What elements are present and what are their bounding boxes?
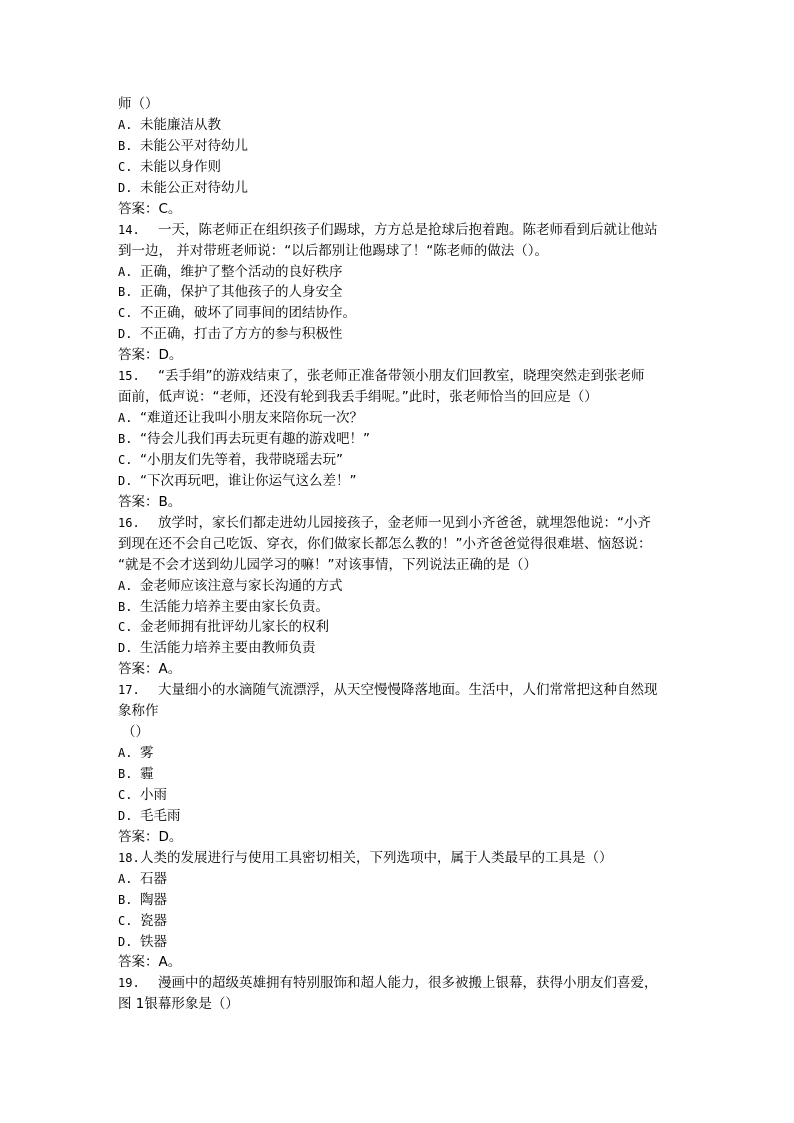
option-key: D.	[118, 641, 133, 656]
option-key: C.	[118, 452, 133, 467]
question-16-stem	[118, 513, 678, 534]
q16-option-a	[118, 576, 678, 597]
option-text: 未能公平对待幼儿	[140, 137, 248, 154]
q14-option-a	[118, 262, 678, 283]
q17-option-c	[118, 785, 678, 806]
q17-option-d	[118, 806, 678, 827]
option-text: 霾	[140, 766, 154, 782]
option-text: 生活能力培养主要由教师负责	[140, 640, 316, 657]
q18-option-b	[118, 890, 678, 911]
document-page	[118, 94, 678, 1015]
option-key: C.	[118, 159, 133, 174]
option-key: D.	[118, 180, 133, 195]
q15-option-c	[118, 450, 678, 471]
option-key: D.	[118, 473, 133, 488]
option-text: “下次再玩吧，谁让你运气这么差！”	[140, 472, 357, 489]
option-text: 小雨	[140, 786, 167, 803]
q16-option-c	[118, 617, 678, 638]
question-19-stem-cont: 图 1银幕形象是（）	[118, 996, 239, 1013]
option-text: 生活能力培养主要由家长负责。	[140, 598, 329, 615]
q13-option-b	[118, 136, 678, 157]
question-text: 人类的发展进行与使用工具密切相关，下列选项中，属于人类最早的工具是（）	[140, 849, 613, 866]
question-14-stem	[118, 220, 678, 241]
option-key: C.	[118, 787, 133, 802]
option-text: 不正确，破坏了同事间的团结协作。	[140, 305, 356, 322]
option-text: 未能以身作则	[140, 158, 221, 175]
question-13-stem-tail	[118, 94, 678, 115]
option-text: 未能公正对待幼儿	[140, 179, 248, 196]
option-text: “小朋友们先等着，我带晓瑶去玩”	[140, 451, 343, 468]
q17-answer: 答案：D。	[118, 828, 183, 845]
question-19-stem	[118, 973, 678, 994]
option-key: B.	[118, 432, 133, 446]
question-14-stem-cont: 到一边， 并对带班老师说：“以后都别让他踢球了！“陈老师的做法（）。	[118, 242, 549, 259]
option-text: 瓷器	[140, 912, 167, 929]
option-text: 石器	[140, 870, 167, 887]
option-text: “待会儿我们再去玩更有趣的游戏吧！”	[140, 431, 370, 447]
option-text: 金老师拥有批评幼儿家长的权利	[140, 619, 329, 636]
option-key: C.	[118, 620, 133, 635]
option-key: D.	[118, 808, 133, 823]
option-text: 未能廉洁从教	[140, 116, 221, 133]
question-17-stem-cont: 象称作	[118, 703, 159, 720]
question-16-stem-cont-2: “就是不会才送到幼儿园学习的嘛！”对该事情，下列说法正确的是（）	[118, 556, 537, 573]
q17-option-a	[118, 743, 678, 764]
option-text: 正确，保护了其他孩子的人身安全	[140, 284, 343, 301]
q15-option-b	[118, 429, 678, 450]
q17-option-b	[118, 764, 678, 785]
q15-answer: 答案：B。	[118, 493, 182, 510]
question-number: 16.	[118, 515, 140, 530]
q13-answer: 答案：C。	[118, 200, 182, 217]
option-key: A.	[118, 411, 133, 426]
option-key: C.	[118, 306, 133, 321]
question-text: 一天，陈老师正在组织孩子们踢球，方方总是抢球后抱着跑。陈老师看到后就让他站	[158, 221, 658, 238]
q18-option-a	[118, 869, 678, 890]
q13-option-d	[118, 178, 678, 199]
option-key: D.	[118, 934, 133, 949]
question-15-stem-cont: 面前，低声说：“老师，还没有轮到我丢手绢呢。”此时，张老师恰当的回应是（）	[118, 389, 598, 406]
q15-option-a	[118, 408, 678, 429]
option-key: B.	[118, 138, 133, 153]
q15-option-d	[118, 471, 678, 492]
option-text: “难道还让我叫小朋友来陪你玩一次？	[140, 410, 363, 427]
q13-option-a	[118, 115, 678, 136]
option-text: 毛毛雨	[140, 807, 181, 824]
question-17-stem	[118, 680, 678, 701]
option-key: C.	[118, 913, 133, 928]
q18-answer: 答案：A。	[118, 954, 182, 971]
q16-option-b	[118, 597, 678, 618]
option-text: 正确，维护了整个活动的良好秩序	[140, 263, 343, 280]
q14-answer: 答案：D。	[118, 347, 183, 364]
q16-answer: 答案：A。	[118, 661, 182, 678]
q16-option-d	[118, 638, 678, 659]
option-text: 金老师应该注意与家长沟通的方式	[140, 577, 343, 594]
q14-option-b	[118, 282, 678, 303]
option-key: A.	[118, 578, 133, 593]
question-18-stem	[118, 848, 678, 869]
q13-option-c	[118, 157, 678, 178]
option-key: B.	[118, 599, 133, 614]
q18-option-d	[118, 932, 678, 953]
option-key: A.	[118, 264, 133, 279]
question-text: 大量细小的水滴随气流漂浮，从天空慢慢降落地面。生活中，人们常常把这种自然现	[158, 682, 658, 699]
option-key: B.	[118, 892, 133, 907]
question-number: 18.	[118, 850, 140, 865]
option-key: A.	[118, 871, 133, 886]
question-15-stem	[118, 366, 678, 387]
question-text: “丢手绢”的游戏结束了，张老师正准备带领小朋友们回教室，晓理突然走到张老师	[158, 368, 645, 385]
option-key: D.	[118, 327, 133, 342]
question-number: 15.	[118, 369, 140, 384]
option-text: 铁器	[140, 933, 167, 950]
q14-option-d	[118, 324, 678, 345]
option-text: 雾	[140, 745, 154, 762]
option-key: A.	[118, 117, 133, 132]
question-text: 漫画中的超级英雄拥有特别服饰和超人能力，很多被搬上银幕，获得小朋友们喜爱，	[158, 975, 658, 992]
question-text: 放学时，家长们都走进幼儿园接孩子，金老师一见到小齐爸爸，就埋怨他说：“小齐	[158, 514, 651, 531]
question-number: 17.	[118, 683, 140, 698]
question-17-blank: （）	[122, 724, 149, 741]
q18-option-c	[118, 911, 678, 932]
option-text: 陶器	[140, 891, 167, 908]
question-text: 师（）	[118, 96, 159, 112]
option-text: 不正确，打击了方方的参与积极性	[140, 326, 343, 343]
option-key: B.	[118, 767, 133, 781]
question-16-stem-cont-1: 到现在还不会自己吃饭、穿衣，你们做家长都怎么教的！”小齐爸爸觉得很难堪、恼怒说：	[118, 535, 652, 552]
option-key: B.	[118, 285, 133, 300]
q14-option-c	[118, 303, 678, 324]
question-number: 14.	[118, 222, 140, 237]
option-key: A.	[118, 746, 133, 761]
question-number: 19.	[118, 976, 140, 991]
